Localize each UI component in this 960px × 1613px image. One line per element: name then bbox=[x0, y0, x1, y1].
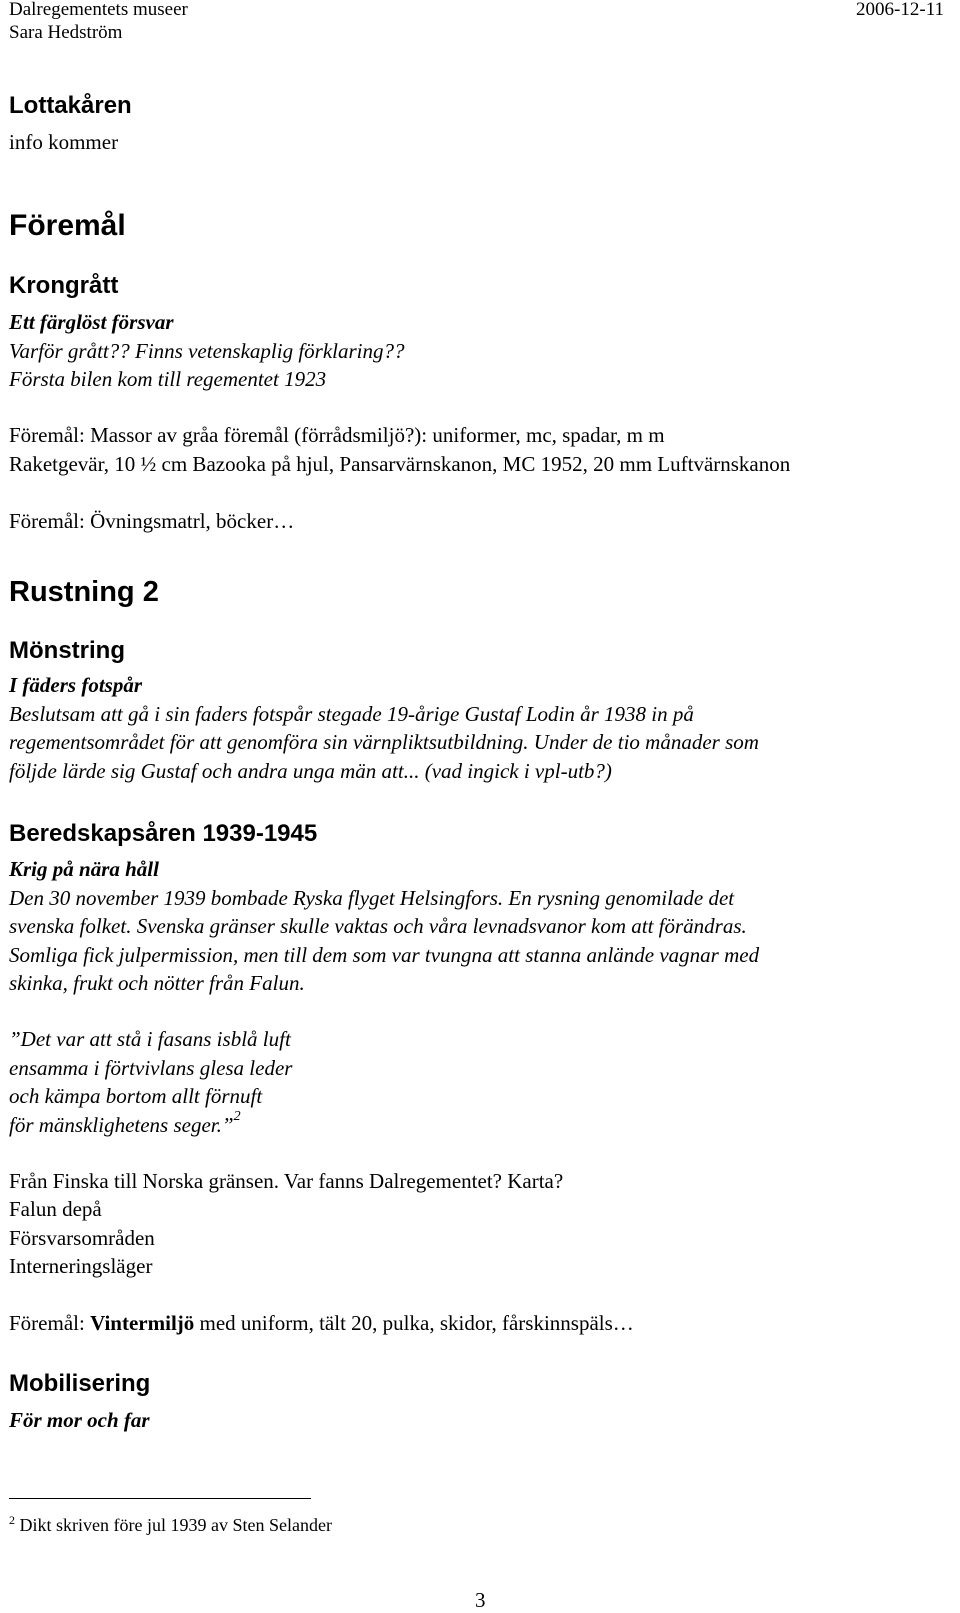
vintermiljo-rest: med uniform, tält 20, pulka, skidor, fårskinnspäls… bbox=[194, 1311, 634, 1335]
monstring-para-line-1: Beslutsam att gå i sin faders fotspår stegade 19-årige Gustaf Lodin år 1938 in på bbox=[9, 702, 694, 726]
poem-line-3: och kämpa bortom allt förnuft bbox=[9, 1084, 263, 1108]
subheading-krongratt: Ett färglöst försvar bbox=[9, 310, 174, 334]
poem-line-2: ensamma i förtvivlans glesa leder bbox=[9, 1056, 293, 1080]
monstring-para-line-3: följde lärde sig Gustaf och andra unga män att... (vad ingick i vpl-utb?) bbox=[9, 759, 612, 783]
monstring-para-line-2: regementsområdet för att genomföra sin värnpliktsutbildning. Under de tio månader som bbox=[9, 730, 759, 754]
beredskap-para-line-3: Somliga fick julpermission, men till dem som var tvungna att stanna anlände vagnar med bbox=[9, 943, 760, 967]
list-line-4: Interneringsläger bbox=[9, 1254, 153, 1278]
subheading-beredskap: Krig på nära håll bbox=[9, 857, 159, 881]
poem-line-1: ”Det var att stå i fasans isblå luft bbox=[9, 1027, 291, 1051]
krongratt-line-2: Första bilen kom till regementet 1923 bbox=[9, 367, 327, 391]
footnote bbox=[9, 1515, 332, 1537]
foremal-items-line-2: Raketgevär, 10 ½ cm Bazooka på hjul, Pansarvärnskanon, MC 1952, 20 mm Luftvärnskanon bbox=[9, 452, 791, 476]
list-line-3: Försvarsområden bbox=[9, 1226, 155, 1250]
poem-line-4-text: för mänsklighetens seger.” bbox=[9, 1113, 234, 1137]
heading-rustning: Rustning 2 bbox=[9, 576, 159, 608]
footnote-mark: 2 bbox=[9, 1513, 15, 1527]
list-line-1: Från Finska till Norska gränsen. Var fanns Dalregementet? Karta? bbox=[9, 1169, 564, 1193]
subheading-monstring: I fäders fotspår bbox=[9, 673, 143, 697]
vintermiljo-prefix: Föremål: bbox=[9, 1311, 91, 1335]
beredskap-para-line-4: skinka, frukt och nötter från Falun. bbox=[9, 971, 305, 995]
foremal-items-line-1: Föremål: Massor av gråa föremål (förrådsmiljö?): uniformer, mc, spadar, m m bbox=[9, 423, 665, 447]
beredskap-para-line-2: svenska folket. Svenska gränser skulle vaktas och våra levnadsvanor kom att förändras. bbox=[9, 914, 747, 938]
heading-foremal: Föremål bbox=[9, 209, 126, 242]
list-line-2: Falun depå bbox=[9, 1197, 102, 1221]
header-author: Sara Hedström bbox=[9, 22, 123, 43]
heading-monstring: Mönstring bbox=[9, 637, 125, 664]
foremal-items-line-3: Föremål: Övningsmatrl, böcker… bbox=[9, 509, 295, 533]
header-org: Dalregementets museer bbox=[9, 0, 188, 20]
subheading-mobilisering: För mor och far bbox=[9, 1408, 150, 1432]
footnote-text: Dikt skriven före jul 1939 av Sten Selander bbox=[15, 1515, 332, 1535]
page-number: 3 bbox=[475, 1588, 486, 1612]
poem-footnote-mark: 2 bbox=[233, 1109, 241, 1124]
heading-mobilisering: Mobilisering bbox=[9, 1370, 151, 1397]
beredskap-para-line-1: Den 30 november 1939 bombade Ryska flyget Helsingfors. En rysning genomilade det bbox=[9, 886, 735, 910]
krongratt-line-1: Varför grått?? Finns vetenskaplig förklaring?? bbox=[9, 339, 405, 363]
vintermiljo-bold: Vintermiljö bbox=[90, 1311, 195, 1335]
heading-krongratt: Krongrått bbox=[9, 272, 119, 299]
heading-lottakaren: Lottakåren bbox=[9, 92, 132, 119]
footnote-divider bbox=[9, 1498, 311, 1499]
header-date: 2006-12-11 bbox=[856, 0, 944, 20]
heading-beredskap: Beredskapsåren 1939-1945 bbox=[9, 820, 318, 847]
lottakaren-text: info kommer bbox=[9, 130, 119, 154]
poem-line-4 bbox=[9, 1109, 241, 1138]
vintermiljo-line bbox=[9, 1311, 634, 1336]
